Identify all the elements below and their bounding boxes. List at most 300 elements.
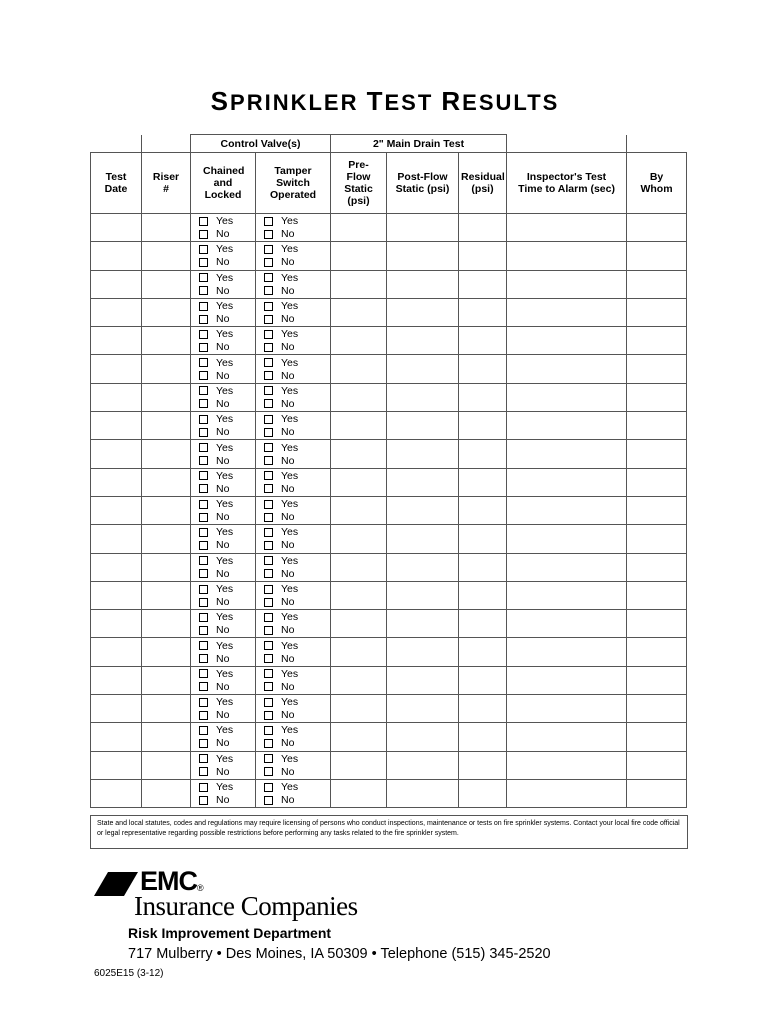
residual-cell[interactable] — [459, 298, 507, 326]
tamper-no-checkbox[interactable] — [264, 484, 273, 493]
test-date-cell[interactable] — [91, 440, 142, 468]
residual-cell[interactable] — [459, 553, 507, 581]
by-whom-cell[interactable] — [627, 355, 687, 383]
postflow-cell[interactable] — [387, 298, 459, 326]
tamper-yes-checkbox[interactable] — [264, 754, 273, 763]
riser-cell[interactable] — [142, 723, 191, 751]
tamper-yes-option — [264, 300, 330, 313]
tamper-no-option — [264, 397, 330, 410]
chained-yes-checkbox[interactable] — [199, 641, 208, 650]
test-date-cell[interactable] — [91, 525, 142, 553]
test-date-cell[interactable] — [91, 412, 142, 440]
tamper-no-checkbox[interactable] — [264, 286, 273, 295]
tamper-no-option — [264, 313, 330, 326]
test-date-cell[interactable] — [91, 581, 142, 609]
tamper-no-checkbox[interactable] — [264, 343, 273, 352]
preflow-cell[interactable] — [331, 383, 387, 411]
chained-no-checkbox[interactable] — [199, 343, 208, 352]
main-drain-header: 2" Main Drain Test — [331, 135, 507, 153]
tamper-yes-option — [264, 583, 330, 596]
residual-cell[interactable] — [459, 610, 507, 638]
by-whom-cell[interactable] — [627, 525, 687, 553]
riser-cell[interactable] — [142, 751, 191, 779]
residual-cell[interactable] — [459, 695, 507, 723]
postflow-cell[interactable] — [387, 695, 459, 723]
preflow-cell[interactable] — [331, 214, 387, 242]
tamper-no-option — [264, 228, 330, 241]
test-date-cell[interactable] — [91, 355, 142, 383]
by-whom-cell[interactable] — [627, 412, 687, 440]
chained-yes-option — [199, 583, 255, 596]
by-whom-cell[interactable] — [627, 383, 687, 411]
inspector-cell[interactable] — [507, 610, 627, 638]
preflow-cell[interactable] — [331, 751, 387, 779]
tamper-no-checkbox[interactable] — [264, 258, 273, 267]
preflow-cell[interactable] — [331, 496, 387, 524]
table-row — [91, 666, 687, 694]
tamper-yes-checkbox[interactable] — [264, 641, 273, 650]
residual-cell[interactable] — [459, 327, 507, 355]
postflow-cell[interactable] — [387, 327, 459, 355]
chained-yes-checkbox[interactable] — [199, 471, 208, 480]
preflow-cell[interactable] — [331, 638, 387, 666]
chained-no-option — [199, 539, 255, 552]
chained-yes-checkbox[interactable] — [199, 585, 208, 594]
postflow-cell[interactable] — [387, 242, 459, 270]
inspector-cell[interactable] — [507, 638, 627, 666]
chained-yes-option — [199, 356, 255, 369]
tamper-yes-checkbox[interactable] — [264, 585, 273, 594]
tamper-yes-option — [264, 271, 330, 284]
tamper-yes-checkbox[interactable] — [264, 613, 273, 622]
chained-yes-label: Yes — [216, 271, 234, 284]
chained-no-option — [199, 511, 255, 524]
riser-cell[interactable] — [142, 270, 191, 298]
by-whom-cell[interactable] — [627, 298, 687, 326]
preflow-cell[interactable] — [331, 412, 387, 440]
chained-yes-checkbox[interactable] — [199, 556, 208, 565]
tamper-yes-checkbox[interactable] — [264, 556, 273, 565]
tamper-yes-label: Yes — [281, 356, 299, 369]
chained-no-label: No — [216, 313, 230, 326]
by-whom-cell[interactable] — [627, 440, 687, 468]
by-whom-cell[interactable] — [627, 327, 687, 355]
form-number: 6025E15 (3-12) — [94, 968, 164, 979]
tamper-no-checkbox[interactable] — [264, 230, 273, 239]
by-whom-cell[interactable] — [627, 751, 687, 779]
by-whom-cell[interactable] — [627, 723, 687, 751]
tamper-no-label: No — [281, 596, 295, 608]
inspector-cell[interactable] — [507, 214, 627, 242]
tamper-yes-checkbox[interactable] — [264, 471, 273, 480]
postflow-cell[interactable] — [387, 610, 459, 638]
chained-no-label: No — [216, 454, 230, 467]
chained — [191, 751, 256, 779]
riser-cell[interactable] — [142, 581, 191, 609]
tamper-yes-checkbox[interactable] — [264, 245, 273, 254]
chained-yes-checkbox[interactable] — [199, 783, 208, 792]
chained-yes-label: Yes — [216, 384, 234, 397]
postflow-cell[interactable] — [387, 383, 459, 411]
preflow-cell[interactable] — [331, 779, 387, 807]
address-line: 717 Mulberry • Des Moines, IA 50309 • Telephone (515) 345-2520 — [128, 946, 551, 962]
by-whom-cell[interactable] — [627, 779, 687, 807]
riser-cell[interactable] — [142, 553, 191, 581]
chained-no-checkbox[interactable] — [199, 682, 208, 691]
by-whom-cell[interactable] — [627, 553, 687, 581]
chained-yes-option — [199, 611, 255, 624]
chained-no-label: No — [216, 482, 230, 495]
riser-cell[interactable] — [142, 440, 191, 468]
chained-no-label: No — [216, 765, 230, 778]
inspector-cell[interactable] — [507, 383, 627, 411]
by-whom-cell[interactable] — [627, 468, 687, 496]
tamper-yes-label: Yes — [281, 498, 299, 511]
inspector-cell[interactable] — [507, 298, 627, 326]
test-date-cell[interactable] — [91, 723, 142, 751]
tamper-no-checkbox[interactable] — [264, 598, 273, 607]
residual-cell[interactable] — [459, 270, 507, 298]
riser-cell[interactable] — [142, 779, 191, 807]
riser-cell[interactable] — [142, 496, 191, 524]
postflow-cell[interactable] — [387, 779, 459, 807]
by-whom-cell[interactable] — [627, 242, 687, 270]
tamper-yes-option — [264, 328, 330, 341]
riser-cell[interactable] — [142, 327, 191, 355]
tamper-yes-checkbox[interactable] — [264, 500, 273, 509]
tamper-no-checkbox[interactable] — [264, 315, 273, 324]
by-whom-cell[interactable] — [627, 610, 687, 638]
residual-cell[interactable] — [459, 638, 507, 666]
residual-cell[interactable] — [459, 751, 507, 779]
test-date-cell[interactable] — [91, 383, 142, 411]
chained-yes-checkbox[interactable] — [199, 754, 208, 763]
chained-no-checkbox[interactable] — [199, 513, 208, 522]
test-date-cell[interactable] — [91, 666, 142, 694]
chained-yes-label: Yes — [216, 724, 234, 737]
residual-cell[interactable] — [459, 666, 507, 694]
test-date-cell[interactable] — [91, 298, 142, 326]
inspector-cell[interactable] — [507, 666, 627, 694]
inspector-cell[interactable] — [507, 242, 627, 270]
residual-cell[interactable] — [459, 242, 507, 270]
inspector-cell[interactable] — [507, 270, 627, 298]
inspector-cell[interactable] — [507, 695, 627, 723]
chained-yes-checkbox[interactable] — [199, 669, 208, 678]
chained-no-checkbox[interactable] — [199, 711, 208, 720]
tamper-yes-checkbox[interactable] — [264, 783, 273, 792]
preflow-cell[interactable] — [331, 270, 387, 298]
emc-logo — [94, 866, 394, 926]
residual-cell[interactable] — [459, 496, 507, 524]
chained-no-option — [199, 228, 255, 241]
chained-no-checkbox[interactable] — [199, 541, 208, 550]
tamper-yes-label: Yes — [281, 724, 299, 737]
test-date-cell[interactable] — [91, 553, 142, 581]
tamper-yes-checkbox[interactable] — [264, 528, 273, 537]
tamper-no-checkbox[interactable] — [264, 682, 273, 691]
postflow-cell[interactable] — [387, 666, 459, 694]
chained-yes-checkbox[interactable] — [199, 415, 208, 424]
chained-no-checkbox[interactable] — [199, 739, 208, 748]
residual-cell[interactable] — [459, 723, 507, 751]
tamper-no-label: No — [281, 511, 295, 524]
preflow-cell[interactable] — [331, 723, 387, 751]
chained-no-checkbox[interactable] — [199, 484, 208, 493]
inspector-cell[interactable] — [507, 468, 627, 496]
chained-no-checkbox[interactable] — [199, 654, 208, 663]
chained — [191, 638, 256, 666]
riser-cell[interactable] — [142, 412, 191, 440]
chained-yes-label: Yes — [216, 413, 234, 426]
preflow-cell[interactable] — [331, 298, 387, 326]
tamper-yes-checkbox[interactable] — [264, 669, 273, 678]
postflow-cell[interactable] — [387, 751, 459, 779]
tamper-yes-checkbox[interactable] — [264, 217, 273, 226]
tamper-yes-checkbox[interactable] — [264, 386, 273, 395]
tamper-yes-checkbox[interactable] — [264, 358, 273, 367]
test-date-cell[interactable] — [91, 468, 142, 496]
tamper-no-checkbox[interactable] — [264, 456, 273, 465]
chained-yes-checkbox[interactable] — [199, 698, 208, 707]
chained-yes-option — [199, 215, 255, 228]
tamper-no-label: No — [281, 313, 295, 326]
tamper — [256, 666, 331, 694]
postflow-cell[interactable] — [387, 214, 459, 242]
residual-cell[interactable] — [459, 383, 507, 411]
postflow-cell[interactable] — [387, 440, 459, 468]
postflow-cell[interactable] — [387, 553, 459, 581]
residual-cell[interactable] — [459, 525, 507, 553]
chained-no-option — [199, 313, 255, 326]
by-whom-cell[interactable] — [627, 638, 687, 666]
chained-yes-checkbox[interactable] — [199, 613, 208, 622]
inspector-cell[interactable] — [507, 525, 627, 553]
preflow-cell[interactable] — [331, 666, 387, 694]
preflow-cell[interactable] — [331, 242, 387, 270]
by-whom-cell[interactable] — [627, 666, 687, 694]
chained-yes-checkbox[interactable] — [199, 726, 208, 735]
chained-no-checkbox[interactable] — [199, 286, 208, 295]
residual-cell[interactable] — [459, 440, 507, 468]
residual-cell[interactable] — [459, 581, 507, 609]
tamper-no-option — [264, 624, 330, 637]
tamper-no-checkbox[interactable] — [264, 796, 273, 805]
table-row — [91, 298, 687, 326]
riser-cell[interactable] — [142, 666, 191, 694]
riser-cell[interactable] — [142, 468, 191, 496]
control-valves-header: Control Valve(s) — [191, 135, 331, 153]
postflow-cell[interactable] — [387, 468, 459, 496]
table-row — [91, 468, 687, 496]
test-date-cell[interactable] — [91, 779, 142, 807]
inspector-cell[interactable] — [507, 412, 627, 440]
tamper-yes-label: Yes — [281, 243, 299, 256]
preflow-cell[interactable] — [331, 610, 387, 638]
tamper-yes-checkbox[interactable] — [264, 415, 273, 424]
chained-no-checkbox[interactable] — [199, 399, 208, 408]
riser-cell[interactable] — [142, 383, 191, 411]
tamper-no-checkbox[interactable] — [264, 371, 273, 380]
test-date-cell[interactable] — [91, 496, 142, 524]
inspector-cell[interactable] — [507, 355, 627, 383]
preflow-cell[interactable] — [331, 440, 387, 468]
tamper-yes-checkbox[interactable] — [264, 443, 273, 452]
tamper-no-label: No — [281, 652, 295, 665]
riser-cell[interactable] — [142, 695, 191, 723]
table-row — [91, 610, 687, 638]
chained-no-option — [199, 737, 255, 750]
tamper — [256, 327, 331, 355]
chained-yes-checkbox[interactable] — [199, 358, 208, 367]
chained-yes-checkbox[interactable] — [199, 500, 208, 509]
riser-cell[interactable] — [142, 355, 191, 383]
residual-cell[interactable] — [459, 468, 507, 496]
chained-no-checkbox[interactable] — [199, 258, 208, 267]
chained-no-checkbox[interactable] — [199, 230, 208, 239]
chained-no-checkbox[interactable] — [199, 428, 208, 437]
tamper-yes-checkbox[interactable] — [264, 698, 273, 707]
residual-cell[interactable] — [459, 355, 507, 383]
chained-yes-label: Yes — [216, 639, 234, 652]
tamper-yes-label: Yes — [281, 781, 299, 794]
preflow-cell[interactable] — [331, 355, 387, 383]
tamper — [256, 383, 331, 411]
chained — [191, 412, 256, 440]
chained-yes-label: Yes — [216, 498, 234, 511]
riser-cell[interactable] — [142, 242, 191, 270]
inspector-cell[interactable] — [507, 779, 627, 807]
chained-yes-checkbox[interactable] — [199, 330, 208, 339]
test-date-cell[interactable] — [91, 214, 142, 242]
tamper-no-option — [264, 652, 330, 665]
tamper-no-checkbox[interactable] — [264, 399, 273, 408]
by-whom-cell[interactable] — [627, 581, 687, 609]
chained-no-checkbox[interactable] — [199, 767, 208, 776]
chained-yes-checkbox[interactable] — [199, 528, 208, 537]
tamper-no-checkbox[interactable] — [264, 541, 273, 550]
chained-no-checkbox[interactable] — [199, 315, 208, 324]
chained-yes-option — [199, 384, 255, 397]
postflow-cell[interactable] — [387, 412, 459, 440]
inspector-cell[interactable] — [507, 440, 627, 468]
chained-no-checkbox[interactable] — [199, 598, 208, 607]
test-date-cell[interactable] — [91, 242, 142, 270]
riser-cell[interactable] — [142, 610, 191, 638]
chained-no-checkbox[interactable] — [199, 626, 208, 635]
col-preflow: Pre-Flow Static (psi) — [331, 153, 387, 214]
chained-no-label: No — [216, 596, 230, 608]
riser-cell[interactable] — [142, 525, 191, 553]
tamper-no-checkbox[interactable] — [264, 428, 273, 437]
postflow-cell[interactable] — [387, 496, 459, 524]
test-date-cell[interactable] — [91, 751, 142, 779]
preflow-cell[interactable] — [331, 327, 387, 355]
postflow-cell[interactable] — [387, 270, 459, 298]
preflow-cell[interactable] — [331, 525, 387, 553]
test-date-cell[interactable] — [91, 638, 142, 666]
by-whom-cell[interactable] — [627, 270, 687, 298]
preflow-cell[interactable] — [331, 468, 387, 496]
tamper — [256, 695, 331, 723]
chained-yes-checkbox[interactable] — [199, 217, 208, 226]
chained-no-checkbox[interactable] — [199, 456, 208, 465]
preflow-cell[interactable] — [331, 553, 387, 581]
inspector-cell[interactable] — [507, 751, 627, 779]
tamper-yes-label: Yes — [281, 413, 299, 426]
tamper-no-checkbox[interactable] — [264, 513, 273, 522]
riser-cell[interactable] — [142, 638, 191, 666]
chained-yes-checkbox[interactable] — [199, 386, 208, 395]
postflow-cell[interactable] — [387, 581, 459, 609]
riser-cell[interactable] — [142, 214, 191, 242]
inspector-cell[interactable] — [507, 723, 627, 751]
test-date-cell[interactable] — [91, 270, 142, 298]
test-date-cell[interactable] — [91, 610, 142, 638]
chained-no-checkbox[interactable] — [199, 569, 208, 578]
inspector-cell[interactable] — [507, 496, 627, 524]
postflow-cell[interactable] — [387, 355, 459, 383]
residual-cell[interactable] — [459, 214, 507, 242]
chained-yes-label: Yes — [216, 469, 234, 482]
tamper-no-checkbox[interactable] — [264, 711, 273, 720]
chained — [191, 440, 256, 468]
tamper-yes-checkbox[interactable] — [264, 302, 273, 311]
chained — [191, 581, 256, 609]
inspector-cell[interactable] — [507, 553, 627, 581]
by-whom-cell[interactable] — [627, 496, 687, 524]
test-date-cell[interactable] — [91, 327, 142, 355]
inspector-cell[interactable] — [507, 327, 627, 355]
tamper-no-checkbox[interactable] — [264, 569, 273, 578]
chained-yes-checkbox[interactable] — [199, 245, 208, 254]
tamper-no-checkbox[interactable] — [264, 626, 273, 635]
chained-no-checkbox[interactable] — [199, 371, 208, 380]
by-whom-cell[interactable] — [627, 695, 687, 723]
chained-yes-option — [199, 724, 255, 737]
tamper-yes-checkbox[interactable] — [264, 273, 273, 282]
tamper-yes-label: Yes — [281, 554, 299, 567]
tamper-no-label: No — [281, 256, 295, 269]
residual-cell[interactable] — [459, 779, 507, 807]
by-whom-cell[interactable] — [627, 214, 687, 242]
chained-no-checkbox[interactable] — [199, 796, 208, 805]
postflow-cell[interactable] — [387, 638, 459, 666]
postflow-cell[interactable] — [387, 525, 459, 553]
preflow-cell[interactable] — [331, 695, 387, 723]
chained-yes-checkbox[interactable] — [199, 443, 208, 452]
tamper-yes-checkbox[interactable] — [264, 726, 273, 735]
tamper-no-checkbox[interactable] — [264, 654, 273, 663]
chained-yes-label: Yes — [216, 300, 234, 313]
inspector-cell[interactable] — [507, 581, 627, 609]
chained-yes-checkbox[interactable] — [199, 273, 208, 282]
table-row — [91, 412, 687, 440]
tamper-no-checkbox[interactable] — [264, 739, 273, 748]
test-date-cell[interactable] — [91, 695, 142, 723]
chained-yes-checkbox[interactable] — [199, 302, 208, 311]
preflow-cell[interactable] — [331, 581, 387, 609]
tamper-yes-option — [264, 781, 330, 794]
postflow-cell[interactable] — [387, 723, 459, 751]
tamper-no-label: No — [281, 737, 295, 750]
tamper-no-checkbox[interactable] — [264, 767, 273, 776]
department-name: Risk Improvement Department — [128, 925, 332, 941]
residual-cell[interactable] — [459, 412, 507, 440]
riser-cell[interactable] — [142, 298, 191, 326]
tamper-yes-checkbox[interactable] — [264, 330, 273, 339]
chained-no-label: No — [216, 567, 230, 580]
